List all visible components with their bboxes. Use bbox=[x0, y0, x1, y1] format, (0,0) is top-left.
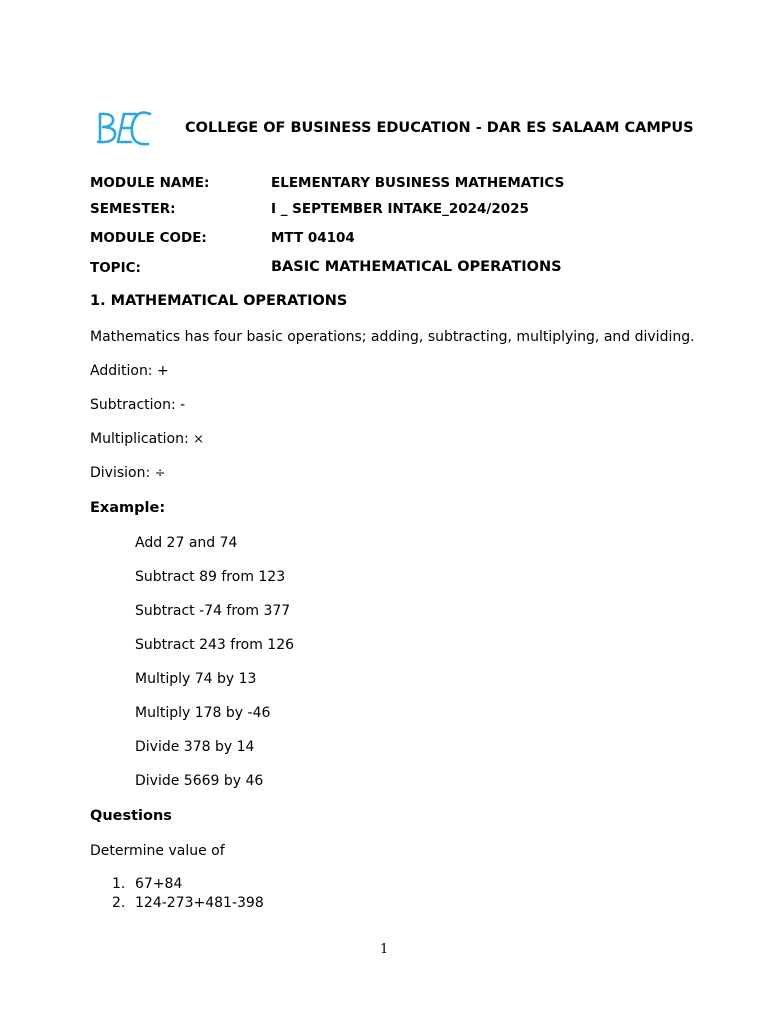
module-code-label: MODULE CODE: bbox=[90, 230, 207, 246]
times-symbol: × bbox=[193, 432, 205, 447]
example-heading: Example: bbox=[90, 500, 166, 516]
minus-symbol: - bbox=[180, 397, 186, 413]
example-item: Multiply 74 by 13 bbox=[135, 671, 257, 687]
question-number: 1. bbox=[112, 876, 126, 892]
operation-multiplication bbox=[90, 431, 204, 447]
operation-label: Multiplication: bbox=[90, 431, 194, 447]
example-item: Subtract 89 from 123 bbox=[135, 569, 286, 585]
questions-heading: Questions bbox=[90, 808, 172, 824]
operation-label: Addition: bbox=[90, 363, 157, 379]
module-name-value: ELEMENTARY BUSINESS MATHEMATICS bbox=[271, 175, 565, 191]
example-item: Subtract 243 from 126 bbox=[135, 637, 295, 653]
divide-symbol: ÷ bbox=[154, 466, 166, 481]
plus-symbol: + bbox=[156, 363, 169, 379]
operation-label: Subtraction: bbox=[90, 397, 181, 413]
operation-label: Division: bbox=[90, 465, 155, 481]
topic-label: TOPIC: bbox=[90, 260, 141, 276]
topic-value: BASIC MATHEMATICAL OPERATIONS bbox=[271, 259, 562, 275]
semester-value: I _ SEPTEMBER INTAKE_2024/2025 bbox=[271, 201, 529, 217]
question-text: 124-273+481-398 bbox=[135, 895, 264, 911]
example-item: Subtract -74 from 377 bbox=[135, 603, 291, 619]
questions-prompt: Determine value of bbox=[90, 843, 225, 859]
example-item: Add 27 and 74 bbox=[135, 535, 238, 551]
operation-subtraction bbox=[90, 397, 185, 413]
section-heading: 1. MATHEMATICAL OPERATIONS bbox=[90, 293, 348, 309]
module-code-value: MTT 04104 bbox=[271, 230, 355, 246]
module-name-label: MODULE NAME: bbox=[90, 175, 210, 191]
example-item: Divide 378 by 14 bbox=[135, 739, 255, 755]
operation-division bbox=[90, 465, 166, 481]
operation-addition bbox=[90, 363, 169, 379]
intro-paragraph: Mathematics has four basic operations; adding, subtracting, multiplying, and dividing. bbox=[90, 329, 695, 345]
college-title: COLLEGE OF BUSINESS EDUCATION - DAR ES SALAAM CAMPUS bbox=[185, 120, 694, 136]
example-item: Divide 5669 by 46 bbox=[135, 773, 264, 789]
college-logo bbox=[92, 104, 154, 154]
question-text: 67+84 bbox=[135, 876, 183, 892]
example-item: Multiply 178 by -46 bbox=[135, 705, 271, 721]
semester-label: SEMESTER: bbox=[90, 201, 176, 217]
question-number: 2. bbox=[112, 895, 126, 911]
page-number: 1 bbox=[380, 942, 389, 957]
